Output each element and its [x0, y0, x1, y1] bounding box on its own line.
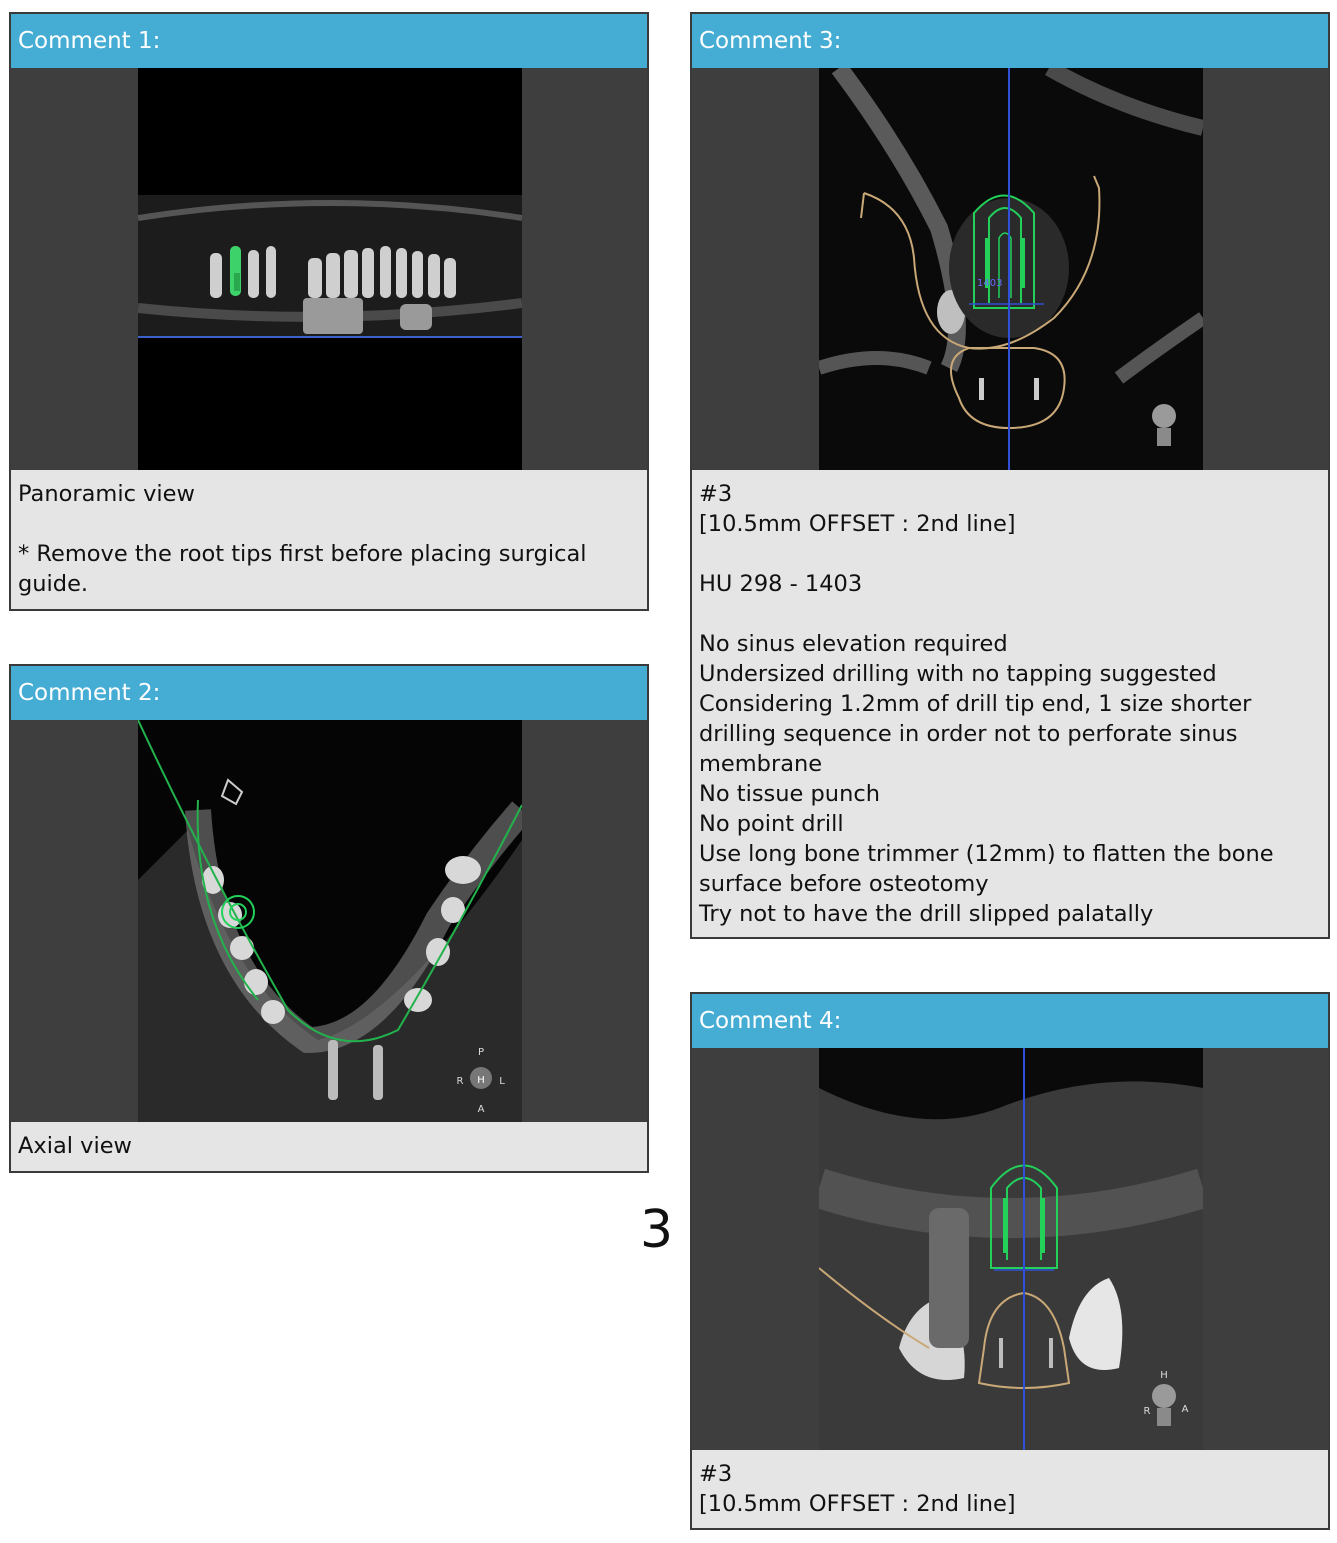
- comment-line: Considering 1.2mm of drill tip end, 1 size shorter drilling sequence in order not to perforate sinus membrane: [699, 691, 1259, 777]
- orientation-left-label: L: [499, 1076, 505, 1087]
- axial-ct-image: [11, 720, 647, 1122]
- orientation-right-label: R: [1143, 1406, 1151, 1417]
- comment-card-1: [9, 12, 649, 611]
- page-number: 3: [640, 1200, 674, 1260]
- comment-line: Try not to have the drill slipped palatally: [699, 901, 1154, 927]
- orientation-anterior-label: A: [1181, 1404, 1189, 1415]
- comment-line: #3: [699, 481, 733, 507]
- comment-line: #3: [699, 1461, 733, 1487]
- comment-line: Panoramic view: [18, 481, 195, 507]
- tangential-ct-image: [692, 1048, 1328, 1450]
- comment-line: [699, 539, 1321, 569]
- hu-value-label: 1403: [977, 278, 1003, 289]
- panoramic-ct-image: [11, 68, 647, 470]
- comment-text: [11, 1131, 647, 1161]
- comment-line: [10.5mm OFFSET : 2nd line]: [699, 511, 1016, 537]
- comment-line: Use long bone trimmer (12mm) to flatten the bone surface before osteotomy: [699, 841, 1281, 897]
- orientation-head-label: H: [477, 1075, 485, 1086]
- comment-card-2: [9, 664, 649, 1173]
- comment-text: [692, 479, 1328, 929]
- comment-line: No point drill: [699, 811, 844, 837]
- cross-section-ct-image: [692, 68, 1328, 470]
- comment-card-3: [690, 12, 1330, 939]
- comment-title: Comment 2:: [11, 666, 647, 720]
- orientation-head-label: H: [1160, 1370, 1168, 1381]
- comment-text: [11, 479, 647, 599]
- comment-line: * Remove the root tips first before placing surgical guide.: [18, 541, 594, 597]
- comment-line: No tissue punch: [699, 781, 880, 807]
- comment-card-4: [690, 992, 1330, 1530]
- comment-line: [10.5mm OFFSET : 2nd line]: [699, 1491, 1016, 1517]
- comment-line: HU 298 - 1403: [699, 571, 863, 597]
- comment-line: Axial view: [18, 1133, 132, 1159]
- orientation-posterior-label: P: [477, 1047, 485, 1058]
- comment-line: Undersized drilling with no tapping suggested: [699, 661, 1217, 687]
- comment-title: Comment 3:: [692, 14, 1328, 68]
- comment-line: No sinus elevation required: [699, 631, 1008, 657]
- comment-line: [18, 509, 640, 539]
- comment-title: Comment 1:: [11, 14, 647, 68]
- comment-line: [699, 599, 1321, 629]
- orientation-anterior-label: A: [477, 1104, 485, 1115]
- orientation-right-label: R: [456, 1076, 464, 1087]
- comment-title: Comment 4:: [692, 994, 1328, 1048]
- comment-text: [692, 1459, 1328, 1519]
